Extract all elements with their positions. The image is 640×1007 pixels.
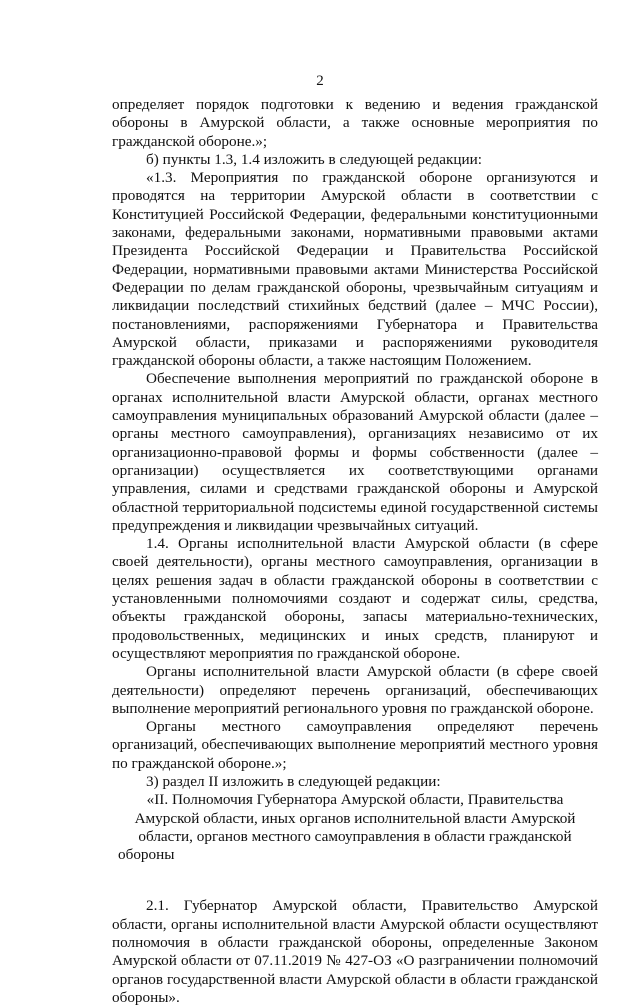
section-heading: «II. Полномочия Губернатора Амурской области, Правительства Амурской области, иных органов исполнительной власти Амурской области, органов местного самоуправления в области гражданской обороны bbox=[118, 791, 576, 864]
paragraph-1-3: «1.3. Мероприятия по гражданской обороне организуются и проводятся на территории Амурской области в соответствии с Конституцией Российской Федерации, федеральными конституционными законами, федеральными законами, нормативными правовыми актами Президента Российской Федерации и Правительства Российской Федерации, нормативными правовыми актами Министерства Российской Федерации по делам гражданской обороны, чрезвычайным ситуациям и ликвидации последствий стихийных бедствий (далее – МЧС России), постановлениями, распоряжениями Губернатора и Правительства Амурской области, приказами и распоряжениями руководителя гражданской обороны области, а также настоящим Положением. bbox=[112, 169, 598, 370]
document-body bbox=[112, 96, 598, 1007]
paragraph-item-b: б) пункты 1.3, 1.4 изложить в следующей редакции: bbox=[146, 150, 482, 168]
paragraph-local-bodies: Органы местного самоуправления определяют перечень организаций, обеспечивающих выполнение мероприятий местного уровня по гражданской обороне.»; bbox=[112, 718, 598, 772]
paragraph-provision: Обеспечение выполнения мероприятий по гражданской обороне в органах исполнительной власти Амурской области, органах местного самоуправления муниципальных образований Амурской области (далее – органы местного самоуправления), организациях независимо от их организационно-правовой формы и формы собственности (далее – организации) осуществляется их соответствующими органами управления, силами и средствами гражданской обороны и Амурской областной территориальной подсистемы единой государственной системы предупреждения и ликвидации чрезвычайных ситуаций. bbox=[112, 370, 598, 534]
paragraph-regional-bodies: Органы исполнительной власти Амурской области (в сфере своей деятельности) определяют перечень организаций, обеспечивающих выполнение мероприятий регионального уровня по гражданской обороне. bbox=[112, 663, 598, 717]
paragraph-1-4: 1.4. Органы исполнительной власти Амурской области (в сфере своей деятельности), органы местного самоуправления, организации в целях решения задач в области гражданской обороны в соответствии с установленными полномочиями создают и содержат силы, средства, объекты гражданской обороны, запасы материально-технических, продовольственных, медицинских и иных средств, планируют и осуществляют мероприятия по гражданской обороне. bbox=[112, 535, 598, 662]
page-number: 2 bbox=[316, 73, 324, 89]
paragraph-item-3: 3) раздел II изложить в следующей редакции: bbox=[146, 772, 441, 790]
paragraph-intro-continuation: определяет порядок подготовки к ведению и ведения гражданской обороны в Амурской области, а также основные мероприятия по гражданской обороне.»; bbox=[112, 96, 598, 150]
paragraph-2-1: 2.1. Губернатор Амурской области, Правительство Амурской области, органы исполнительной власти Амурской области осуществляют полномочия в области гражданской обороны, определенные Законом Амурской области от 07.11.2019 № 427-ОЗ «О разграничении полномочий органов государственной власти Амурской области в области гражданской обороны». bbox=[112, 897, 598, 1006]
